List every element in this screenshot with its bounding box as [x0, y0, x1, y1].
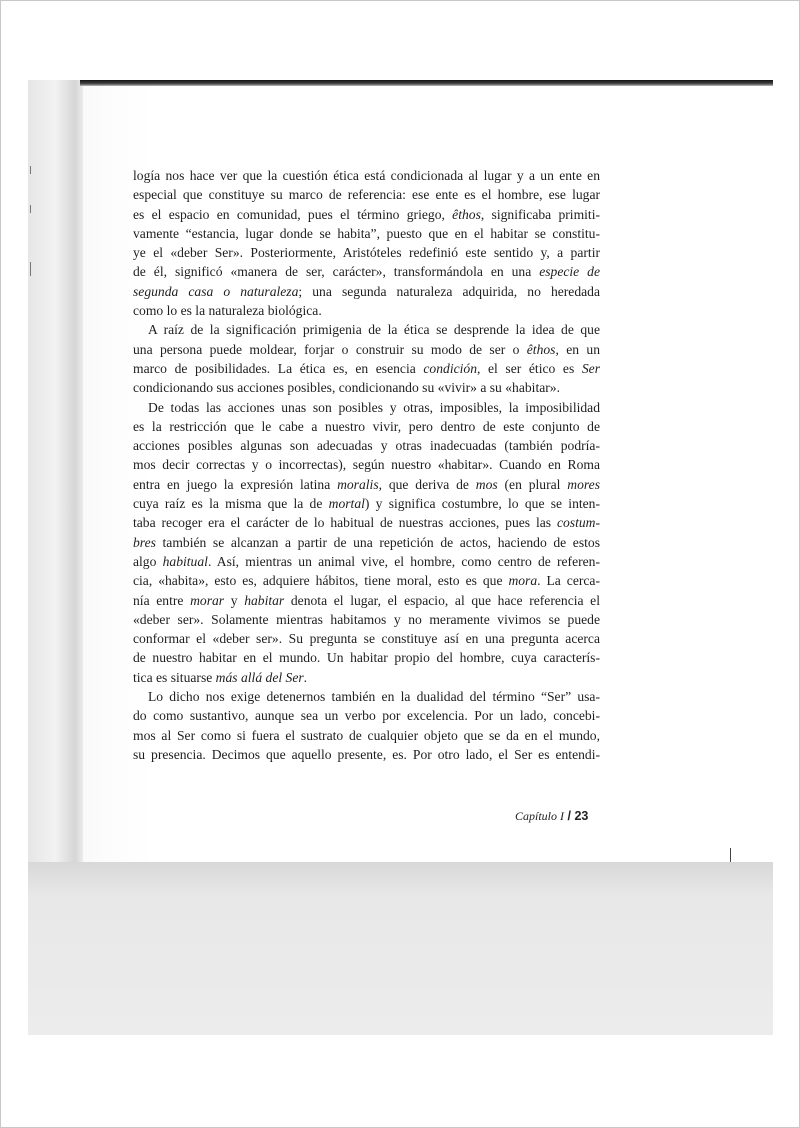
italic-text: êthos — [526, 341, 556, 357]
text-segment: conformar el «deber ser». Su pregunta se constituye así en una pregunta acerca — [133, 631, 600, 647]
text-segment: algo — [133, 553, 163, 569]
text-line — [133, 610, 600, 629]
text-segment: ye el «deber Ser». Posteriormente, Aristóteles redefinió este sentido y, a partir — [133, 245, 600, 261]
page-number: 23 — [574, 809, 589, 823]
text-line — [133, 262, 600, 281]
text-line — [133, 475, 600, 494]
text-line — [133, 571, 600, 590]
text-segment: , en un — [555, 341, 600, 357]
italic-text: más allá del Ser — [215, 669, 304, 685]
text-segment: marco de posibilidades. La ética es, en esencia — [133, 360, 424, 376]
text-segment: tica es situarse — [133, 669, 216, 685]
text-line — [133, 706, 600, 725]
text-segment: . La cerca- — [537, 573, 600, 589]
text-segment: cia, «habita», esto es, adquiere hábitos, tiene moral, esto es que — [133, 573, 509, 589]
text-line — [133, 359, 600, 378]
text-segment: . — [303, 669, 308, 685]
text-segment: mos decir correctas y o incorrectas), según nuestro «habitar». Cuando en Roma — [133, 457, 600, 473]
text-line — [133, 243, 600, 262]
text-segment: vamente “estancia, lugar donde se habita”, puesto que en el habitar se constitu- — [133, 225, 600, 241]
text-line — [133, 185, 600, 204]
text-segment: mos al Ser como si fuera el sustrato de cualquier objeto que se da en el mundo, — [133, 727, 600, 743]
text-line — [133, 320, 600, 339]
text-segment: como lo es la naturaleza biológica. — [133, 303, 322, 319]
text-segment: ; una segunda naturaleza adquirida, no heredada — [298, 283, 600, 299]
text-segment: denota el lugar, el espacio, al que hace referencia el — [284, 592, 600, 608]
footer-separator: / — [564, 809, 575, 823]
chapter-label: Capítulo I — [515, 809, 565, 823]
text-segment: ) y significa costumbre, lo que se inten- — [364, 496, 600, 512]
italic-text: êthos — [452, 206, 481, 222]
text-segment: y — [224, 592, 245, 608]
text-segment: A raíz de la significación primigenia de la ética se desprende la idea de que — [148, 322, 600, 338]
text-segment: nía entre — [133, 592, 191, 608]
text-line — [133, 533, 600, 552]
text-line — [133, 417, 600, 436]
text-segment: . Así, mientras un animal vive, el hombre, como centro de referen- — [207, 553, 600, 569]
text-segment: especial que constituye su marco de referencia: ese ente es el hombre, ese lugar — [133, 187, 600, 203]
text-line — [133, 668, 600, 687]
text-line — [133, 436, 600, 455]
italic-text: mos — [475, 476, 498, 492]
text-segment: condicionando sus acciones posibles, condicionando su «vivir» a su «habitar». — [133, 380, 560, 396]
text-segment: taba recoger era el carácter de lo habitual de nuestras acciones, pues las — [133, 515, 557, 531]
text-segment: acciones posibles algunas son adecuadas y otras inadecuadas (también podría- — [133, 438, 600, 454]
text-line — [133, 205, 600, 224]
text-line — [133, 513, 600, 532]
text-segment: , que deriva de — [378, 476, 476, 492]
text-segment: De todas las acciones unas son posibles y otras, imposibles, la imposibilidad — [148, 399, 600, 415]
text-segment: do como sustantivo, aunque sea un verbo por excelencia. Por un lado, concebi- — [133, 708, 600, 724]
scan-mark — [730, 848, 731, 862]
text-segment: es la restricción que le cabe a nuestro vivir, pero dentro de este conjunto de — [133, 418, 600, 434]
italic-text: mores — [567, 476, 600, 492]
text-line — [133, 629, 600, 648]
text-line — [133, 552, 600, 571]
text-line — [133, 494, 600, 513]
text-line — [133, 301, 600, 320]
text-line — [133, 282, 600, 301]
italic-text: Ser — [581, 360, 600, 376]
italic-text: costum- — [556, 515, 600, 531]
text-segment: logía nos hace ver que la cuestión ética está condicionada al lugar y a un ente en — [133, 168, 600, 183]
scan-top-edge — [80, 80, 773, 86]
italic-text: morar — [190, 592, 225, 608]
italic-text: condición — [423, 360, 477, 376]
text-line — [133, 726, 600, 745]
text-segment: es el espacio en comunidad, pues el término griego, — [133, 206, 453, 222]
scan-mark — [30, 166, 31, 174]
text-line — [133, 648, 600, 667]
page-footer — [515, 808, 588, 824]
text-segment: Lo dicho nos exige detenernos también en la dualidad del término “Ser” usa- — [148, 689, 600, 705]
text-segment: una persona puede moldear, forjar o construir su modo de ser o — [133, 341, 527, 357]
text-segment: (en plural — [497, 476, 568, 492]
text-segment: «deber ser». Solamente mientras habitamos y no meramente vivimos se puede — [133, 611, 600, 627]
text-segment: de nuestro habitar en el mundo. Un habitar propio del hombre, cuya caracterís- — [133, 650, 600, 666]
text-line — [133, 378, 600, 397]
italic-text: segunda casa o naturaleza — [133, 283, 299, 299]
italic-text: habitar — [244, 592, 285, 608]
text-line — [133, 591, 600, 610]
italic-text: especie de — [539, 264, 600, 280]
text-segment: , el ser ético es — [477, 360, 582, 376]
scan-bottom-area — [28, 862, 773, 1035]
scan-mark — [30, 205, 31, 213]
text-segment: su presencia. Decimos que aquello presente, es. Por otro lado, el Ser es entendi- — [133, 746, 600, 762]
text-segment: de él, significó «manera de ser, carácter», transformándola en una — [133, 264, 540, 280]
italic-text: moralis — [337, 476, 379, 492]
text-segment: , significaba primiti- — [480, 206, 600, 222]
text-line — [133, 166, 600, 185]
text-line — [133, 687, 600, 706]
scan-mark — [30, 262, 31, 276]
body-text — [133, 166, 600, 764]
text-segment: también se alcanzan a partir de una repetición de actos, haciendo de estos — [155, 534, 600, 550]
italic-text: mora — [508, 573, 538, 589]
text-line — [133, 398, 600, 417]
text-segment: entra en juego la expresión latina — [133, 476, 338, 492]
text-line — [133, 745, 600, 764]
text-line — [133, 224, 600, 243]
text-line — [133, 455, 600, 474]
italic-text: bres — [133, 534, 156, 550]
italic-text: mortal — [328, 496, 365, 512]
italic-text: habitual — [162, 553, 208, 569]
text-segment: cuya raíz es la misma que la de — [133, 496, 329, 512]
text-line — [133, 340, 600, 359]
